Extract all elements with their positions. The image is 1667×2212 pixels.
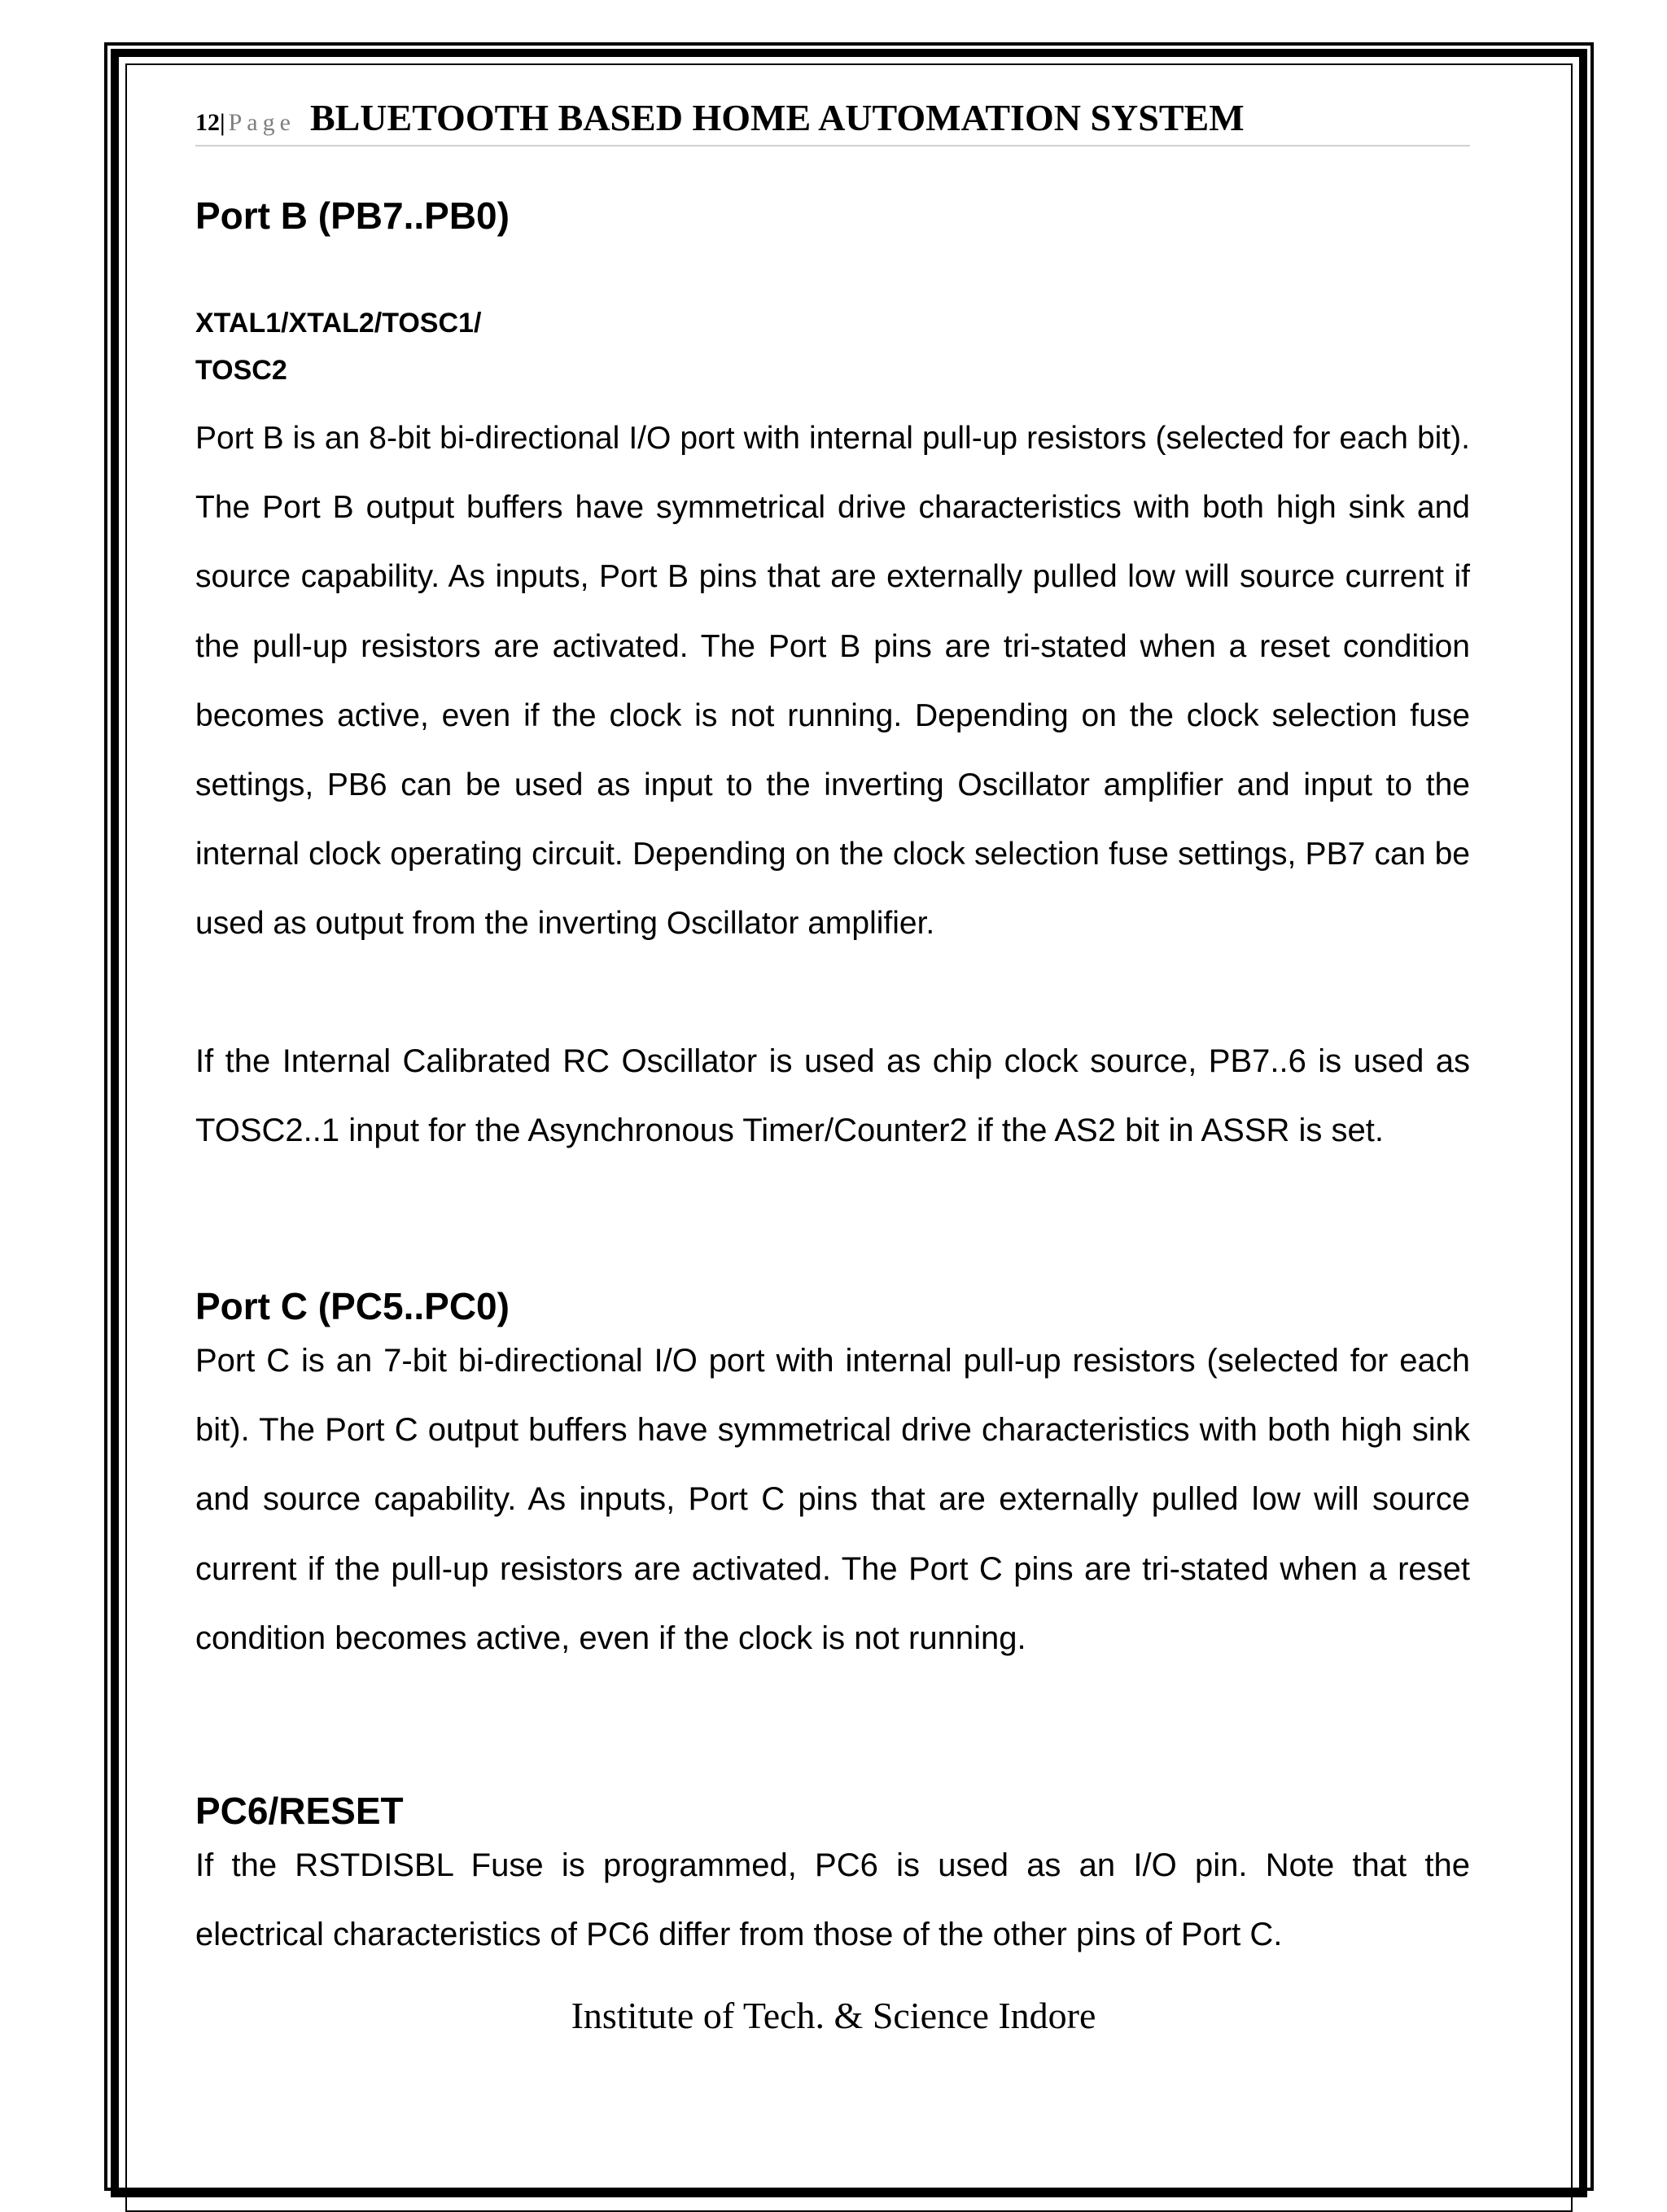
port-b-description: Port B is an 8-bit bi-directional I/O port with internal pull-up resistors (selected for each bit). The Port B output buffers have symmetrical drive characteristics with both high sink and source capability. As inputs, Port B pins that are externally pulled low will source current if the pull-up resistors are activated. The Port B pins are tri-stated when a reset condition becomes active, even if the clock is not running. Depending on the clock selection fuse settings, PB6 can be used as input to the inverting Oscillator amplifier and input to the internal clock operating circuit. Depending on the clock selection fuse settings, PB7 can be used as output from the inverting Oscillator amplifier. — [195, 421, 1470, 942]
section-heading-port-b: Port B (PB7..PB0) — [195, 195, 510, 237]
port-b-rc-oscillator-note: If the Internal Calibrated RC Oscillator is used as chip clock source, PB7..6 is used as TOSC2..1 input for the Asynchronous Timer/Counter2 if the AS2 bit in ASSR is set. — [195, 1043, 1470, 1149]
section-heading-pc6-reset: PC6/RESET — [195, 1790, 404, 1832]
page-separator: | — [220, 109, 225, 136]
page-word: Page — [228, 109, 295, 136]
section-heading-port-c: Port C (PC5..PC0) — [195, 1285, 510, 1327]
port-c-description: Port C is an 7-bit bi-directional I/O port with internal pull-up resistors (selected for each bit). The Port C output buffers have symmetrical drive characteristics with both high sink and source capability. As inputs, Port C pins that are externally pulled low will source current if the pull-up resistors are activated. The Port C pins are tri-stated when a reset condition becomes active, even if the clock is not running. — [195, 1343, 1470, 1656]
subheading-crystal-pins — [195, 299, 481, 394]
subheading-line-1: XTAL1/XTAL2/TOSC1/ — [195, 308, 482, 339]
page-header — [195, 96, 1470, 146]
document-title: BLUETOOTH BASED HOME AUTOMATION SYSTEM — [309, 97, 1245, 138]
subheading-line-2: TOSC2 — [195, 355, 287, 386]
page-footer-institution: Institute of Tech. & Science Indore — [571, 1995, 1096, 2036]
pc6-reset-description: If the RSTDISBL Fuse is programmed, PC6 is used as an I/O pin. Note that the electrical characteristics of PC6 differ from those of the other pins of Port C. — [195, 1847, 1470, 1953]
page-number: 12 — [195, 109, 220, 136]
